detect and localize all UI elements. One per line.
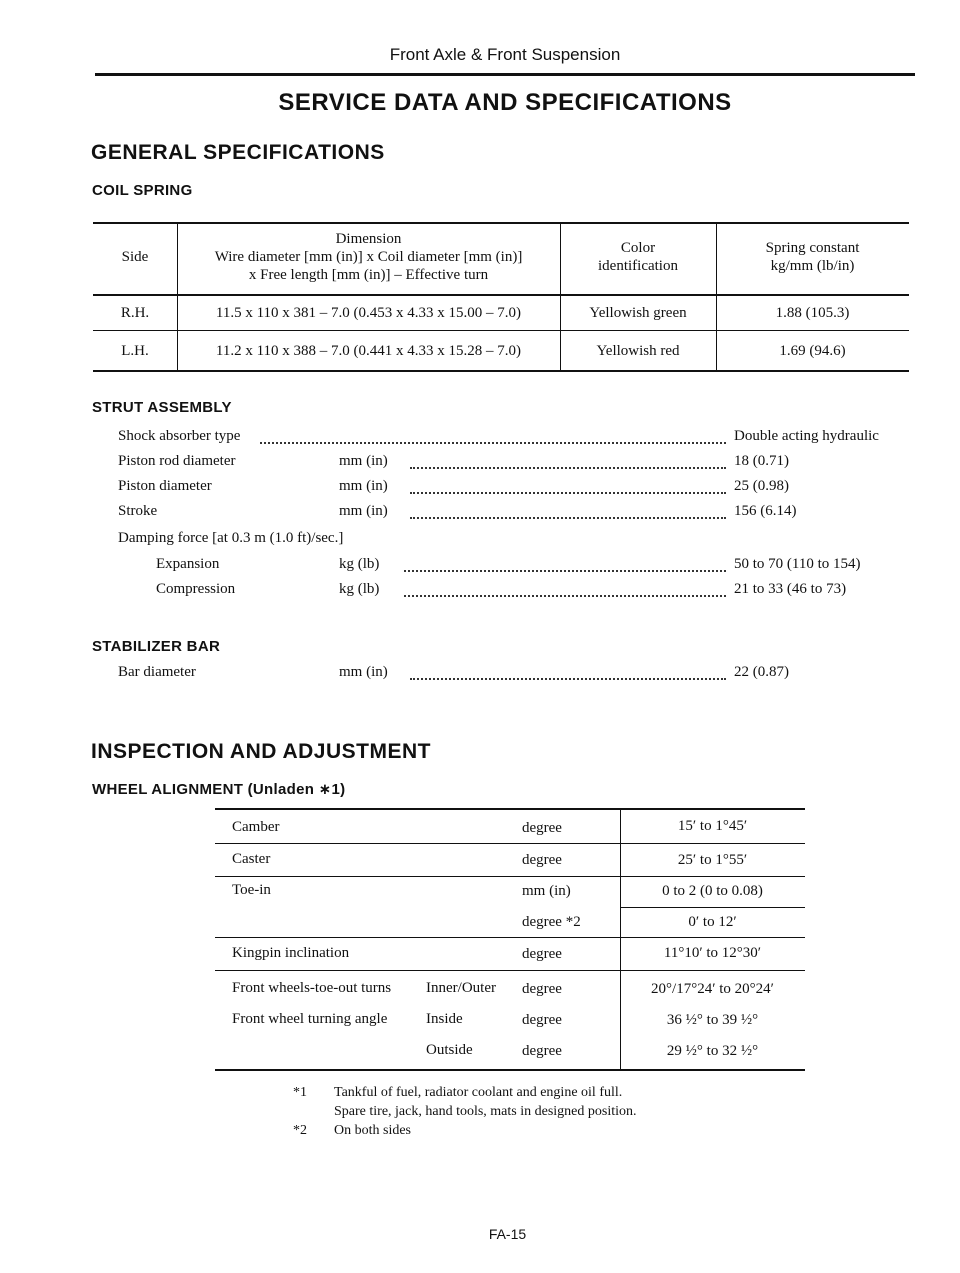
spec-unit: mm (in) [339,503,388,519]
alignment-unit: degree [522,1012,562,1028]
alignment-item: Toe-in [232,882,271,898]
alignment-unit: degree [522,981,562,997]
col-header-dimension-line2: Wire diameter [mm (in)] x Coil diameter [mm (in)] [214,249,523,265]
spec-label: Bar diameter [118,664,196,680]
spec-label: Shock absorber type [118,428,241,444]
alignment-item: Camber [232,819,280,835]
running-header [0,45,960,65]
col-header-color: Color [620,240,656,256]
inspection-heading: INSPECTION AND ADJUSTMENT [91,740,431,763]
alignment-item: Kingpin inclination [232,945,350,961]
spec-value: 156 (6.14) [734,503,797,519]
alignment-unit: degree *2 [522,914,581,930]
spec-value: 50 to 70 (110 to 154) [734,556,861,572]
col-header-side: Side [121,249,149,265]
spec-label: Damping force [at 0.3 m (1.0 ft)/sec.] [118,530,344,546]
page-number: FA-15 [488,1226,527,1242]
alignment-item: Front wheel turning angle [232,1011,388,1027]
alignment-unit: mm (in) [522,883,571,899]
alignment-value: 0 to 2 (0 to 0.08) [662,883,763,899]
spec-unit: mm (in) [339,453,388,469]
col-header-color-line2: identification [598,258,678,274]
footnote-text: Tankful of fuel, radiator coolant and engine oil full. [334,1085,623,1100]
alignment-value: 0′ to 12′ [688,914,737,930]
coil-spring-heading: COIL SPRING [92,182,193,199]
general-specs-heading: GENERAL SPECIFICATIONS [91,141,385,164]
alignment-value: 36 ½° to 39 ½° [666,1012,759,1028]
spec-label: Stroke [118,503,158,519]
alignment-value: 20°/17°24′ to 20°24′ [651,981,774,997]
footnote-text: On both sides [334,1123,411,1138]
spec-value: 25 (0.98) [734,478,789,494]
col-header-spring-constant: Spring constant [765,240,860,256]
spec-value: 22 (0.87) [734,664,789,680]
col-header-spring-constant-line2: kg/mm (lb/in) [770,258,855,274]
alignment-sub: Inner/Outer [426,980,496,996]
spec-unit: mm (in) [339,664,388,680]
alignment-sub: Outside [426,1042,473,1058]
alignment-value: 11°10′ to 12°30′ [663,945,762,961]
spec-unit: kg (lb) [339,556,380,572]
row-color: Yellowish green [589,305,687,321]
alignment-unit: degree [522,946,562,962]
spec-value: 21 to 33 (46 to 73) [734,581,847,597]
wheel-alignment-heading: WHEEL ALIGNMENT (Unladen ∗1) [92,781,346,798]
col-header-dimension-line3: x Free length [mm (in)] – Effective turn [248,267,489,283]
row-spring-constant: 1.88 (105.3) [775,305,850,321]
col-header-dimension: Dimension [335,231,402,247]
alignment-unit: degree [522,820,562,836]
spec-unit: kg (lb) [339,581,380,597]
spec-label: Expansion [156,556,220,572]
section-title: Front Axle & Front Suspension [389,45,621,64]
row-side: L.H. [121,343,149,359]
spec-unit: mm (in) [339,478,388,494]
header-rule [95,73,915,76]
alignment-item: Front wheels-toe-out turns [232,980,392,996]
footnote-mark: *1 [293,1085,307,1100]
row-dimension: 11.5 x 110 x 381 – 7.0 (0.453 x 4.33 x 15.00 – 7.0) [215,305,522,321]
spec-value: 18 (0.71) [734,453,789,469]
row-side: R.H. [120,305,150,321]
stabilizer-bar-heading: STABILIZER BAR [92,638,221,655]
row-color: Yellowish red [596,343,680,359]
spec-value: Double acting hydraulic [734,428,879,444]
alignment-value: 25′ to 1°55′ [677,852,748,868]
row-dimension: 11.2 x 110 x 388 – 7.0 (0.441 x 4.33 x 15.28 – 7.0) [215,343,522,359]
alignment-value: 29 ½° to 32 ½° [666,1043,759,1059]
spec-label: Piston rod diameter [118,453,236,469]
row-spring-constant: 1.69 (94.6) [779,343,846,359]
alignment-item: Caster [232,851,271,867]
footnote-mark: *2 [293,1123,307,1138]
alignment-value: 15′ to 1°45′ [677,818,748,834]
spec-label: Piston diameter [118,478,212,494]
alignment-sub: Inside [426,1011,463,1027]
strut-assembly-heading: STRUT ASSEMBLY [92,399,232,416]
footnote-text: Spare tire, jack, hand tools, mats in designed position. [334,1104,637,1119]
spec-label: Compression [156,581,236,597]
alignment-unit: degree [522,1043,562,1059]
alignment-unit: degree [522,852,562,868]
page-title: SERVICE DATA AND SPECIFICATIONS [278,89,732,116]
